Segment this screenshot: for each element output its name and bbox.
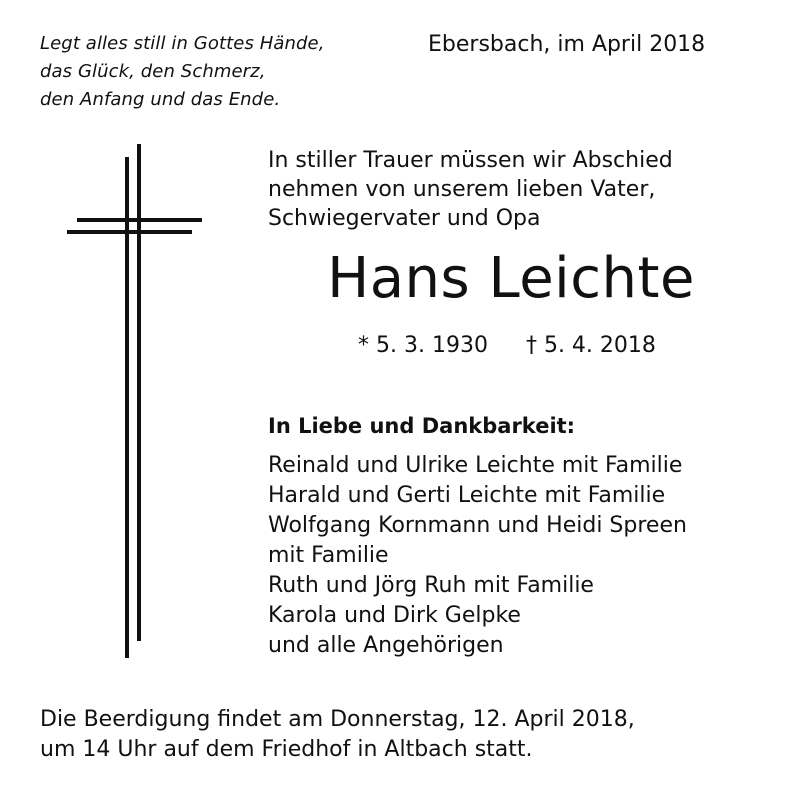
deceased-name: Hans Leichte xyxy=(327,246,695,311)
thanks-heading: In Liebe und Dankbarkeit: xyxy=(268,414,576,438)
list-item: mit Familie xyxy=(268,543,389,568)
motto-line: den Anfang und das Ende. xyxy=(40,89,281,110)
funeral-line: Die Beerdigung findet am Donnerstag, 12. April 2018, xyxy=(40,707,635,732)
mourners-list xyxy=(268,451,687,661)
cross-horizontal-bar-bottom xyxy=(67,230,192,234)
intro-text xyxy=(268,146,768,233)
intro-line: In stiller Trauer müssen wir Abschied xyxy=(268,148,673,173)
motto-line: Legt alles still in Gottes Hände, xyxy=(40,33,325,54)
funeral-line: um 14 Uhr auf dem Friedhof in Altbach statt. xyxy=(40,737,533,762)
life-dates xyxy=(358,333,656,358)
list-item: Wolfgang Kornmann und Heidi Spreen xyxy=(268,513,687,538)
list-item: und alle Angehörigen xyxy=(268,633,504,658)
cross-horizontal-bar-top xyxy=(77,218,202,222)
death-date: † 5. 4. 2018 xyxy=(525,333,656,358)
intro-line: nehmen von unserem lieben Vater, xyxy=(268,177,656,202)
birth-date: * 5. 3. 1930 xyxy=(358,333,488,358)
list-item: Harald und Gerti Leichte mit Familie xyxy=(268,483,666,508)
funeral-notice xyxy=(40,705,635,765)
intro-line: Schwiegervater und Opa xyxy=(268,206,541,231)
list-item: Reinald und Ulrike Leichte mit Familie xyxy=(268,453,683,478)
list-item: Karola und Dirk Gelpke xyxy=(268,603,521,628)
list-item: Ruth und Jörg Ruh mit Familie xyxy=(268,573,594,598)
motto-line: das Glück, den Schmerz, xyxy=(40,61,266,82)
place-date: Ebersbach, im April 2018 xyxy=(428,32,706,57)
